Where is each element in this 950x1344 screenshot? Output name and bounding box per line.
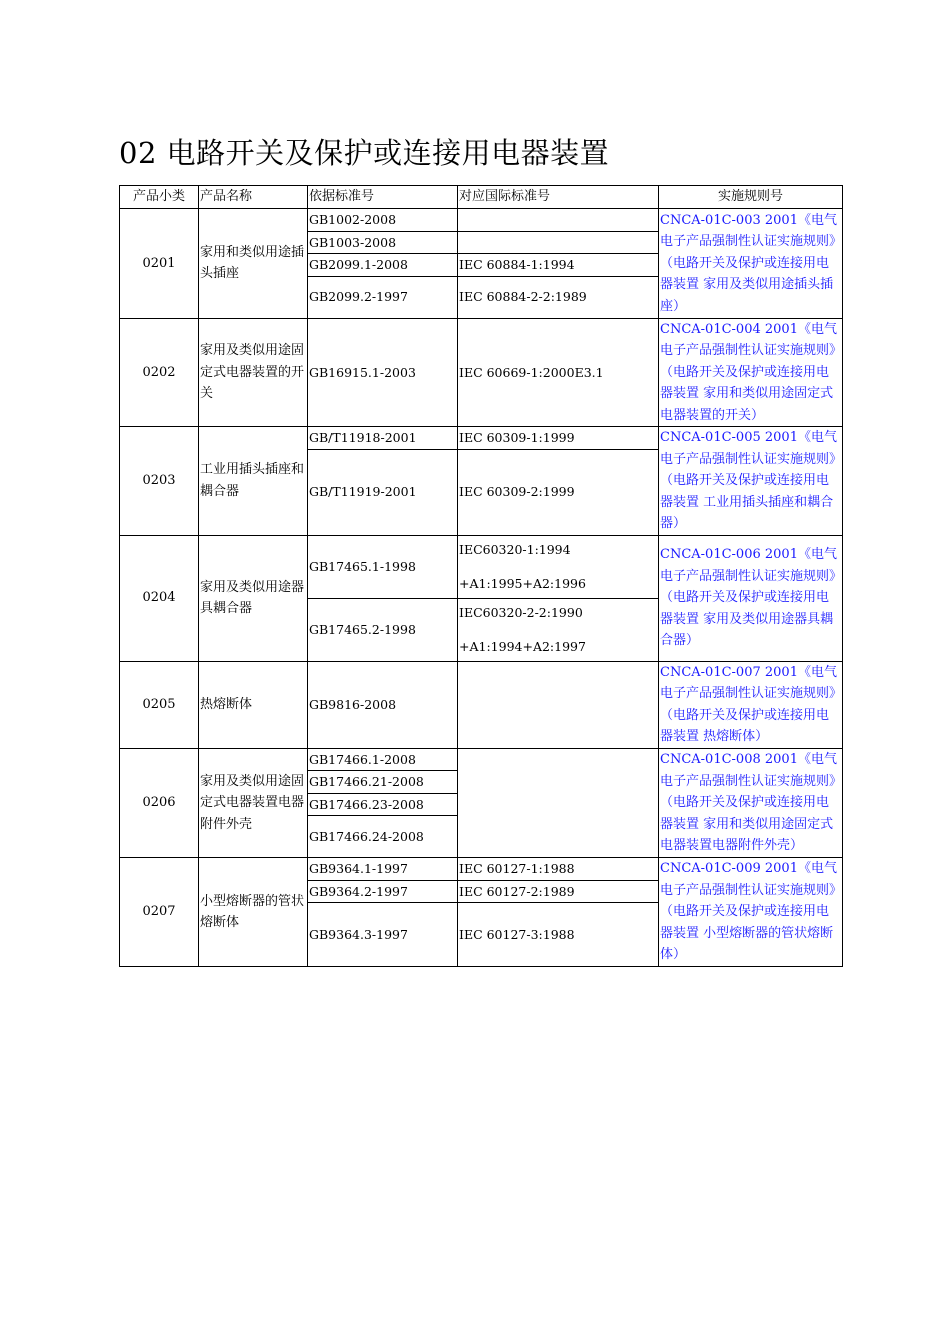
intl-standard: IEC 60127-3:1988 [458, 903, 659, 967]
standard-number: GB9364.3-1997 [308, 903, 458, 967]
table-row [120, 661, 843, 748]
table-row [120, 858, 843, 881]
intl-standard: IEC 60127-2:1989 [458, 880, 659, 903]
subclass-code: 0207 [120, 858, 199, 967]
intl-standard-line: IEC60320-1:1994 [459, 541, 571, 557]
standard-number: GB/T11918-2001 [308, 427, 458, 450]
standard-number: GB17465.2-1998 [308, 598, 458, 661]
table-row [120, 535, 843, 598]
standard-number: GB1002-2008 [308, 209, 458, 232]
rule-link[interactable]: CNCA-01C-007 2001《电气电子产品强制性认证实施规则》（电路开关及保护或连接用电器装置 热熔断体） [659, 661, 843, 748]
intl-standard [458, 231, 659, 254]
intl-standard [458, 661, 659, 748]
product-name: 家用及类似用途固定式电器装置电器附件外壳 [199, 748, 308, 858]
standard-number: GB2099.2-1997 [308, 276, 458, 318]
rule-link[interactable]: CNCA-01C-005 2001《电气电子产品强制性认证实施规则》（电路开关及保护或连接用电器装置 工业用插头插座和耦合器） [659, 427, 843, 536]
intl-standard: IEC 60884-2-2:1989 [458, 276, 659, 318]
standards-table [119, 185, 843, 967]
standard-number: GB17466.21-2008 [308, 771, 458, 794]
intl-standard: IEC 60884-1:1994 [458, 254, 659, 277]
rule-link[interactable]: CNCA-01C-003 2001《电气电子产品强制性认证实施规则》（电路开关及保护或连接用电器装置 家用及类似用途插头插座） [659, 209, 843, 319]
intl-standard [458, 209, 659, 232]
header-name: 产品名称 [199, 186, 308, 209]
intl-standard-amendment: +A1:1995+A2:1996 [459, 576, 586, 591]
intl-standard: IEC 60309-1:1999 [458, 427, 659, 450]
standard-number: GB9816-2008 [308, 661, 458, 748]
standard-number: GB2099.1-2008 [308, 254, 458, 277]
intl-standard: IEC 60309-2:1999 [458, 449, 659, 535]
standard-number: GB16915.1-2003 [308, 318, 458, 427]
standard-number: GB1003-2008 [308, 231, 458, 254]
intl-standard-amendment: +A1:1994+A2:1997 [459, 639, 586, 654]
table-row [120, 318, 843, 427]
header-standard: 依据标准号 [308, 186, 458, 209]
table-row [120, 427, 843, 450]
subclass-code: 0201 [120, 209, 199, 319]
subclass-code: 0206 [120, 748, 199, 858]
subclass-code: 0204 [120, 535, 199, 661]
intl-standard [458, 598, 659, 661]
product-name: 小型熔断器的管状熔断体 [199, 858, 308, 967]
header-subclass: 产品小类 [120, 186, 199, 209]
intl-standard [458, 535, 659, 598]
product-name: 家用及类似用途固定式电器装置的开关 [199, 318, 308, 427]
standard-number: GB17466.24-2008 [308, 816, 458, 858]
product-name: 家用和类似用途插头插座 [199, 209, 308, 319]
rule-link[interactable]: CNCA-01C-006 2001《电气电子产品强制性认证实施规则》（电路开关及保护或连接用电器装置 家用及类似用途器具耦合器） [659, 535, 843, 661]
subclass-code: 0203 [120, 427, 199, 536]
standard-number: GB9364.2-1997 [308, 880, 458, 903]
standard-number: GB17465.1-1998 [308, 535, 458, 598]
standard-number: GB/T11919-2001 [308, 449, 458, 535]
intl-standard: IEC 60127-1:1988 [458, 858, 659, 881]
table-row [120, 748, 843, 771]
product-name: 热熔断体 [199, 661, 308, 748]
standard-number: GB17466.23-2008 [308, 793, 458, 816]
header-rule: 实施规则号 [659, 186, 843, 209]
header-intl: 对应国际标准号 [458, 186, 659, 209]
standard-number: GB17466.1-2008 [308, 748, 458, 771]
product-name: 工业用插头插座和耦合器 [199, 427, 308, 536]
rule-link[interactable]: CNCA-01C-004 2001《电气电子产品强制性认证实施规则》（电路开关及保护或连接用电器装置 家用和类似用途固定式电器装置的开关） [659, 318, 843, 427]
standard-number: GB9364.1-1997 [308, 858, 458, 881]
rule-link[interactable]: CNCA-01C-009 2001《电气电子产品强制性认证实施规则》（电路开关及保护或连接用电器装置 小型熔断器的管状熔断体） [659, 858, 843, 967]
intl-standard: IEC 60669-1:2000E3.1 [458, 318, 659, 427]
subclass-code: 0202 [120, 318, 199, 427]
subclass-code: 0205 [120, 661, 199, 748]
intl-standard-line: IEC60320-2-2:1990 [459, 604, 583, 620]
header-row [120, 186, 843, 209]
product-name: 家用及类似用途器具耦合器 [199, 535, 308, 661]
page-title: 02 电路开关及保护或连接用电器装置 [119, 136, 610, 170]
rule-link[interactable]: CNCA-01C-008 2001《电气电子产品强制性认证实施规则》（电路开关及保护或连接用电器装置 家用和类似用途固定式电器装置电器附件外壳） [659, 748, 843, 858]
table-row [120, 209, 843, 232]
intl-standard [458, 748, 659, 858]
